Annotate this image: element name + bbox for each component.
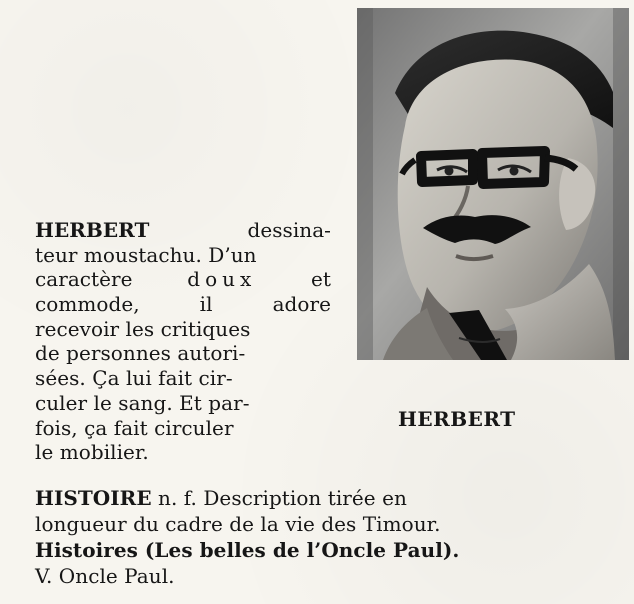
entry-line <box>35 485 615 511</box>
entry-line: longueur du cadre de la vie des Timour. <box>35 512 441 536</box>
portrait-illustration <box>357 8 629 360</box>
entry-line: Histoires (Les belles de l’Oncle Paul). <box>35 538 460 562</box>
entry-line <box>35 267 331 292</box>
entry-headword: HISTOIRE <box>35 486 152 510</box>
entry-line: sées. Ça lui fait cir- <box>35 366 233 391</box>
entry-line: V. Oncle Paul. <box>35 564 175 588</box>
entry-text: commode, <box>35 292 140 317</box>
dictionary-entry-herbert <box>35 218 331 465</box>
portrait-photo <box>357 8 629 360</box>
portrait-caption: HERBERT <box>398 407 516 431</box>
entry-text: n. f. Description tirée en <box>158 486 407 510</box>
entry-text: adore <box>272 292 331 317</box>
entry-line: teur moustachu. D’un <box>35 242 257 267</box>
entry-line: fois, ça fait circuler <box>35 415 234 440</box>
dictionary-entry-histoire <box>35 485 615 589</box>
entry-text: dessina- <box>247 218 331 242</box>
entry-text: doux <box>187 267 257 292</box>
entry-text: il <box>199 292 213 317</box>
entry-line: le mobilier. <box>35 440 149 465</box>
entry-line <box>35 292 331 317</box>
entry-line: de personnes autori- <box>35 341 246 366</box>
entry-text: caractère <box>35 267 133 292</box>
entry-line <box>35 218 331 243</box>
entry-line: recevoir les critiques <box>35 316 251 341</box>
entry-text: et <box>311 267 331 292</box>
entry-line: culer le sang. Et par- <box>35 390 250 415</box>
entry-headword: HERBERT <box>35 218 150 242</box>
